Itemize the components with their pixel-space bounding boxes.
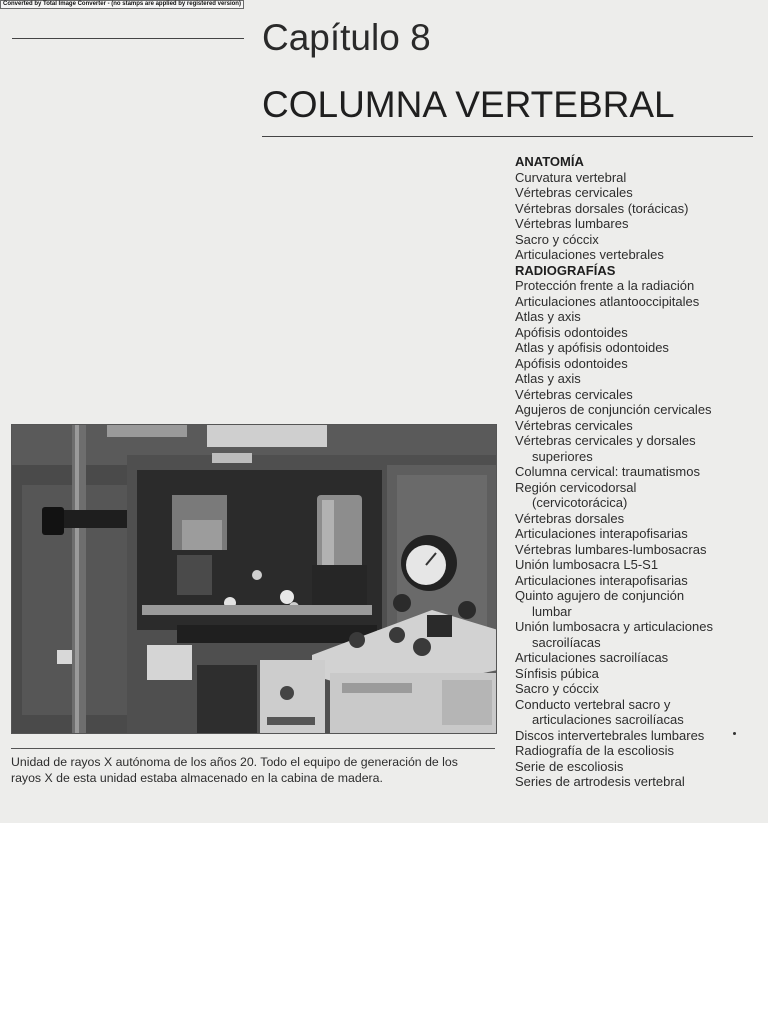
contents-entry: Sacro y cóccix xyxy=(515,681,599,696)
contents-entry: Curvatura vertebral xyxy=(515,169,627,185)
contents-entry: Atlas y axis xyxy=(515,371,581,386)
contents-entry: Conducto vertebral sacro y xyxy=(515,696,671,712)
contents-entry: sacroilíacas xyxy=(532,634,601,650)
contents-entry: Discos intervertebrales lumbares xyxy=(515,727,705,743)
contents-entry: Columna cervical: traumatismos xyxy=(515,464,700,479)
contents-entry: Vértebras cervicales xyxy=(515,386,633,402)
contents-entry: Quinto agujero de conjunción xyxy=(515,588,685,603)
contents-entry: Articulaciones interapofisarias xyxy=(515,572,688,588)
contents-entry: lumbar xyxy=(532,603,572,619)
header-rule-right xyxy=(262,136,753,137)
contents-entry: Vértebras cervicales y dorsales xyxy=(515,433,696,448)
contents-entry: superiores xyxy=(532,448,593,464)
photo-caption xyxy=(11,754,495,786)
contents-entry: Vértebras dorsales (torácicas) xyxy=(515,200,689,216)
contents-entry: Vértebras lumbares-lumbosacras xyxy=(515,541,707,557)
contents-entry: Articulaciones interapofisarias xyxy=(515,526,688,541)
header-rule-left xyxy=(12,38,244,39)
contents-entry: Articulaciones sacroilíacas xyxy=(515,650,669,665)
caption-line: Unidad de rayos X autónoma de los años 20. Todo el equipo de generación de los xyxy=(11,755,458,769)
contents-section-heading: RADIOGRAFÍAS xyxy=(515,262,616,278)
contents-entry: Unión lumbosacra y articulaciones xyxy=(515,619,713,634)
contents-entry: Series de artrodesis vertebral xyxy=(515,774,685,789)
contents-entry: Serie de escoliosis xyxy=(515,758,624,774)
chapter-number: Capítulo 8 xyxy=(262,17,431,58)
converter-watermark: Converted by Total Image Converter - (no stamps are applied by registered version) xyxy=(0,0,244,9)
contents-entry: Agujeros de conjunción cervicales xyxy=(515,402,712,417)
contents-entry: Atlas y axis xyxy=(515,309,581,324)
contents-section-heading: ANATOMÍA xyxy=(515,154,584,169)
contents-entry: Sacro y cóccix xyxy=(515,231,599,247)
contents-entry: articulaciones sacroilíacas xyxy=(532,712,684,727)
contents-entry: Articulaciones atlantooccipitales xyxy=(515,293,700,309)
contents-entry: (cervicotorácica) xyxy=(532,495,628,510)
contents-entry: Vértebras dorsales xyxy=(515,510,625,526)
caption-rule xyxy=(11,748,495,749)
caption-line: rayos X de esta unidad estaba almacenado en la cabina de madera. xyxy=(11,771,383,785)
contents-entry: Atlas y apófisis odontoides xyxy=(515,340,669,355)
contents-entry: Sínfisis púbica xyxy=(515,665,599,681)
contents-entry: Articulaciones vertebrales xyxy=(515,247,664,262)
contents-entry: Vértebras lumbares xyxy=(515,216,629,231)
contents-entry: Apófisis odontoides xyxy=(515,324,628,340)
contents-entry: Apófisis odontoides xyxy=(515,355,628,371)
contents-entry: Protección frente a la radiación xyxy=(515,278,695,293)
xray-unit-photo xyxy=(11,424,497,734)
chapter-title: COLUMNA VERTEBRAL xyxy=(262,84,675,125)
contents-entry: Vértebras cervicales xyxy=(515,185,633,200)
scan-speck xyxy=(733,732,736,735)
chapter-contents-list xyxy=(515,154,765,790)
contents-entry: Radiografía de la escoliosis xyxy=(515,743,674,758)
contents-entry: Unión lumbosacra L5-S1 xyxy=(515,557,659,572)
contents-entry: Región cervicodorsal xyxy=(515,479,637,495)
contents-entry: Vértebras cervicales xyxy=(515,417,633,433)
